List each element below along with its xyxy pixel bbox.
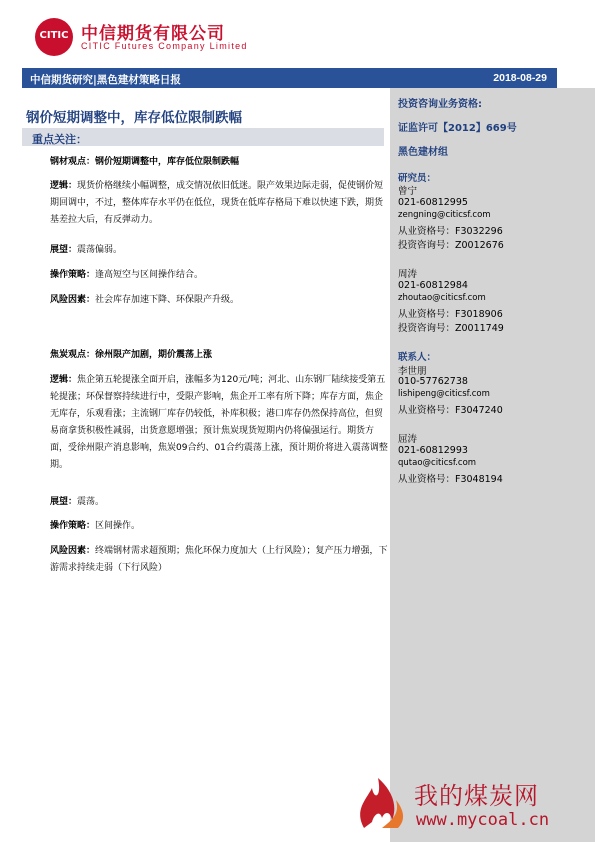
license-number: 证监许可【2012】669号 <box>398 123 517 134</box>
page-title: 钢价短期调整中，库存低位限制跌幅 <box>26 110 242 126</box>
steel-view: 钢材观点：钢价短期调整中，库存低位限制跌幅 <box>50 157 240 167</box>
contact-email[interactable]: qutao@citicsf.com <box>398 458 477 468</box>
researcher-cert: 从业资格号：F3032296 <box>398 226 503 237</box>
steel-outlook: 展望：震荡偏弱。 <box>50 245 123 255</box>
contacts-label: 联系人： <box>398 352 437 363</box>
company-logo <box>35 18 265 58</box>
contact-phone: 021-60812993 <box>398 445 468 456</box>
coke-risk: 风险因素：终端钢材需求超预期；焦化环保力度加大（上行风险）；复产压力增强，下游需求持续走弱（下行风险） <box>50 546 388 573</box>
steel-risk: 风险因素：社会库存加速下降、环保限产升级。 <box>50 295 240 305</box>
report-date: 2018-08-29 <box>493 72 547 84</box>
coke-logic: 逻辑：焦企第五轮提涨全面开启，涨幅多为120元/吨；河北、山东钢厂陆续接受第五轮提涨；环保督察持续进行中，受限产影响，焦企开工率有所下降；库存方面，焦企无库存，乐观看涨；主流钢厂库存仍较低，补库积极；港口库存仍然保持高位，但贸易商拿货积极性减弱，出货意愿增强；预计焦炭现货短期内仍将偏强运行。期货方面，受徐州限产消息影响，焦炭09合约、01合约震荡上涨，预计期价将进入震荡调整期。 <box>50 375 388 470</box>
company-name-cn: 中信期货有限公司 <box>81 24 225 44</box>
watermark <box>352 770 587 835</box>
contact-phone: 010-57762738 <box>398 376 468 387</box>
focus-heading-bar <box>22 128 384 146</box>
flame-logo-icon <box>352 770 407 830</box>
watermark-site-name: 我的煤炭网 <box>414 782 539 810</box>
contact-cert: 从业资格号：F3048194 <box>398 474 503 485</box>
contact-cert: 从业资格号：F3047240 <box>398 405 503 416</box>
researcher-name: 曾宁 <box>398 186 418 197</box>
team-name: 黑色建材组 <box>398 147 448 158</box>
researcher-name: 周涛 <box>398 269 418 280</box>
researcher-email[interactable]: zengning@citicsf.com <box>398 210 491 220</box>
steel-logic: 逻辑：现货价格继续小幅调整，成交情况依旧低迷。限产效果边际走弱，促使钢价短期回调中，不过，整体库存水平仍在低位，现货在低库存格局下难以快速下跌，期货基差拉大后，有反弹动力。 <box>50 181 384 225</box>
contact-email[interactable]: lishipeng@citicsf.com <box>398 389 490 399</box>
company-name-en: CITIC Futures Company Limited <box>81 41 248 51</box>
researcher-cert: 从业资格号：F3018906 <box>398 309 503 320</box>
researcher-phone: 021-60812995 <box>398 197 468 208</box>
researcher-consult: 投资咨询号：Z0012676 <box>398 240 504 251</box>
steel-strategy: 操作策略：逢高短空与区间操作结合。 <box>50 270 204 280</box>
watermark-url: www.mycoal.cn <box>416 810 550 830</box>
focus-heading: 重点关注： <box>32 133 87 146</box>
coke-strategy: 操作策略：区间操作。 <box>50 521 141 531</box>
coke-view: 焦炭观点：徐州限产加剧，期价震荡上涨 <box>50 350 213 360</box>
researcher-email[interactable]: zhoutao@citicsf.com <box>398 293 486 303</box>
report-header-bar <box>22 68 557 88</box>
researchers-label: 研究员： <box>398 173 437 184</box>
citic-emblem-icon: CITIC <box>35 18 73 56</box>
report-series: 中信期货研究|黑色建材策略日报 <box>30 74 181 86</box>
researcher-consult: 投资咨询号：Z0011749 <box>398 323 504 334</box>
researcher-phone: 021-60812984 <box>398 280 468 291</box>
coke-outlook: 展望：震荡。 <box>50 497 105 507</box>
contact-name: 屈涛 <box>398 434 418 445</box>
contact-name: 李世朋 <box>398 366 427 377</box>
qualification-heading: 投资咨询业务资格: <box>398 99 482 110</box>
